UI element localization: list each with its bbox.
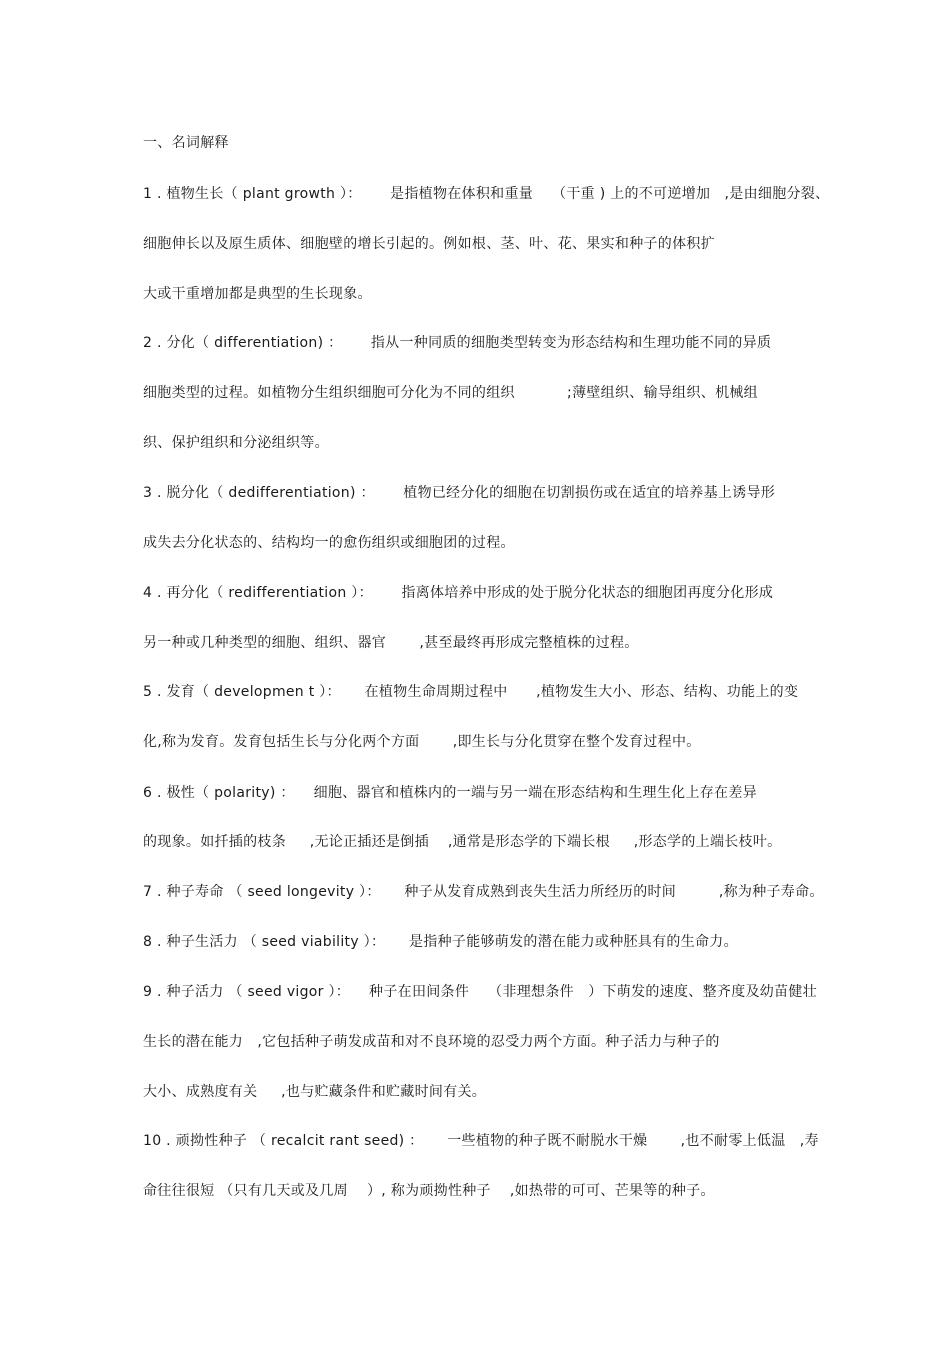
paragraph-line: 5 . 发育（ developmen t ）： 在植物生命周期过程中 ,植物发生大小、形态、结构、功能上的变 <box>143 684 799 700</box>
paragraph-line: 7 . 种子寿命 （ seed longevity ）： 种子从发育成熟到丧失生活力所经历的时间 ,称为种子寿命。 <box>143 884 824 900</box>
paragraph-line: 的现象。如扦插的枝条 ,无论正插还是倒插 ,通常是形态学的下端长根 ,形态学的上端长枝叶。 <box>143 834 782 850</box>
paragraph-line: 另一种或几种类型的细胞、组织、器官 ,甚至最终再形成完整植株的过程。 <box>143 635 639 651</box>
paragraph-line: 细胞伸长以及原生质体、细胞壁的增长引起的。例如根、茎、叶、花、果实和种子的体积扩 <box>143 236 715 252</box>
paragraph-line: 化,称为发育。发育包括生长与分化两个方面 ,即生长与分化贯穿在整个发育过程中。 <box>143 734 701 750</box>
paragraph-line: 9 . 种子活力 （ seed vigor ）： 种子在田间条件 （非理想条件 ）下萌发的速度、整齐度及幼苗健壮 <box>143 984 817 1000</box>
paragraph-line: 细胞类型的过程。如植物分生组织细胞可分化为不同的组织 ;薄壁组织、输导组织、机械组 <box>143 385 758 401</box>
paragraph-line: 2 . 分化（ differentiation) ： 指从一种同质的细胞类型转变为形态结构和生理功能不同的异质 <box>143 335 772 351</box>
paragraph-line: 大或干重增加都是典型的生长现象。 <box>143 286 372 302</box>
paragraph-line: 命往往很短 （只有几天或及几周 ）, 称为顽拗性种子 ,如热带的可可、芒果等的种子。 <box>143 1183 715 1199</box>
paragraph-line: 1 . 植物生长（ plant growth ）： 是指植物在体积和重量 （干重 ) 上的不可逆增加 ,是由细胞分裂、 <box>143 186 830 202</box>
paragraph-line: 10 . 顽拗性种子 （ recalcit rant seed) ： 一些植物的种子既不耐脱水干燥 ,也不耐零上低温 ,寿 <box>143 1133 819 1149</box>
paragraph-line: 3 . 脱分化（ dedifferentiation) ： 植物已经分化的细胞在切割损伤或在适宜的培养基上诱导形 <box>143 485 776 501</box>
paragraph-line: 大小、成熟度有关 ,也与贮藏条件和贮藏时间有关。 <box>143 1084 487 1100</box>
section-heading: 一、名词解释 <box>143 135 229 151</box>
paragraph-line: 生长的潜在能力 ,它包括种子萌发成苗和对不良环境的忍受力两个方面。种子活力与种子的 <box>143 1034 720 1050</box>
paragraph-line: 8 . 种子生活力 （ seed viability ）： 是指种子能够萌发的潜在能力或种胚具有的生命力。 <box>143 934 738 950</box>
paragraph-line: 4 . 再分化（ redifferentiation ）： 指离体培养中形成的处于脱分化状态的细胞团再度分化形成 <box>143 585 774 601</box>
paragraph-line: 织、保护组织和分泌组织等。 <box>143 435 329 451</box>
paragraph-line: 成失去分化状态的、结构均一的愈伤组织或细胞团的过程。 <box>143 535 515 551</box>
paragraph-line: 6 . 极性（ polarity) ： 细胞、器官和植株内的一端与另一端在形态结构和生理生化上存在差异 <box>143 785 757 801</box>
